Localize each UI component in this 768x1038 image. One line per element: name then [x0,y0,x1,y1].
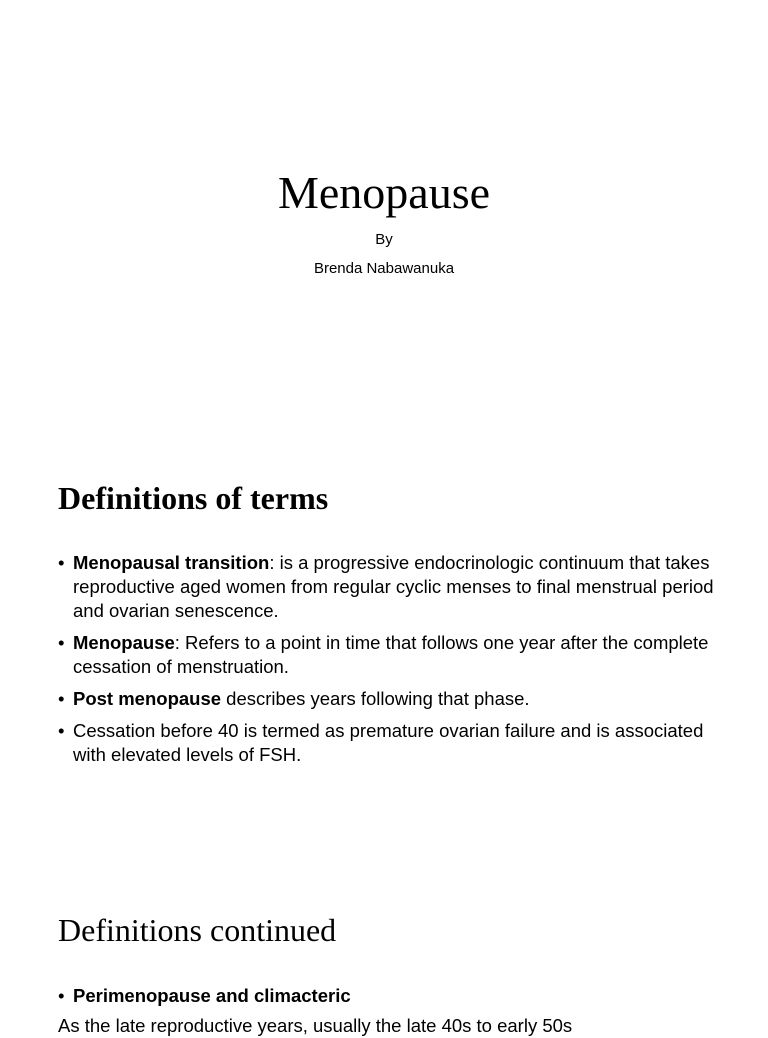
term-definition: : Refers to a point in time that follows one year after the complete cessation of menstruation. [73,632,709,677]
bullet-icon: • [58,632,65,653]
definitions-heading: Definitions of terms [58,480,329,516]
term-definition: : is a progressive endocrinologic continuum that takes reproductive aged women from regular cyclic menses to final menstrual period and ovarian senescence. [73,552,714,621]
author-name: Brenda Nabawanuka [313,260,455,277]
term-definition: describes years following that phase. [221,688,530,709]
list-item [58,551,718,623]
term-label: Menopause [73,632,175,653]
title-slide [0,0,768,420]
term-label: Menopausal transition [73,552,270,573]
definitions-list [58,551,718,775]
term-label: Post menopause [73,688,222,709]
bullet-icon: • [58,552,65,573]
list-item [58,984,718,1008]
term-label: Perimenopause and climacteric [73,985,351,1006]
list-item [58,631,718,679]
continued-list [58,984,718,1016]
slide-title: Menopause [277,167,491,218]
by-label: By [375,231,393,248]
bullet-icon: • [58,720,65,741]
bullet-icon: • [58,688,65,709]
term-definition: Cessation before 40 is termed as premature ovarian failure and is associated with elevated levels of FSH. [73,720,704,765]
list-item [58,719,718,767]
definitions-continued-heading: Definitions continued [58,912,337,948]
bullet-icon: • [58,985,65,1006]
cut-off-line: As the late reproductive years, usually the late 40s to early 50s [58,1015,573,1036]
list-item [58,687,718,711]
